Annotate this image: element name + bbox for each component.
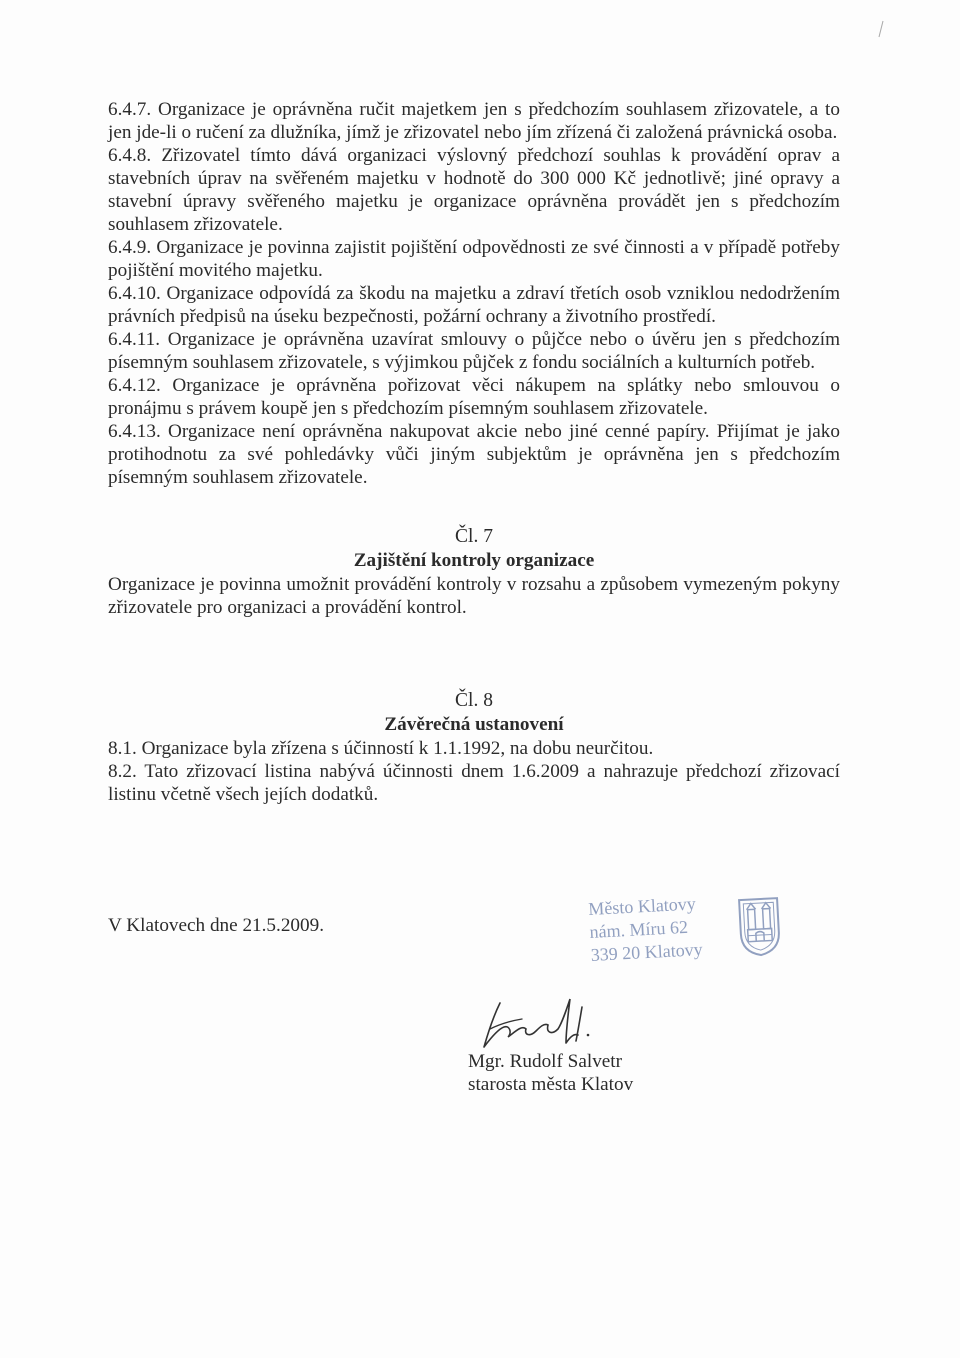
section-8-number: Čl. 8 [455,690,493,711]
stamp-line-1: Město Klatovy [587,893,697,920]
section-7-text: Organizace je povinna umožnit provádění kontroly v rozsahu a způsobem vymezeným pokyny zřizovatele pro organizaci a provádění kontrol. [108,574,840,618]
paragraph-6-4-9: 6.4.9. Organizace je povinna zajistit pojištění odpovědnosti ze své činnosti a v případě potřeby pojištění movitého majetku. [108,237,840,281]
signatory-block [468,1050,633,1096]
document-body [108,98,840,806]
signatory-title: starosta města Klatov [468,1074,634,1095]
paragraph-6-4-8: 6.4.8. Zřizovatel tímto dává organizaci výslovný předchozí souhlas k provádění oprav a stavebních úprav na svěřeném majetku v hodnotě do 300 000 Kč jednotlivě; jiné opravy a stavební úpravy svěřeného majetku je organizace oprávněna provádět jen s předchozím souhlasem zřizovatele. [108,145,840,235]
handwritten-signature [470,985,630,1060]
stamp-line-2: nám. Míru 62 [589,916,689,942]
paragraph-6-4-12: 6.4.12. Organizace je oprávněna pořizovat věci nákupem na splátky nebo smlouvou o pronájmu s právem koupě jen s předchozím písemným souhlasem zřizovatele. [108,375,840,419]
section-8-item-2: 8.2. Tato zřizovací listina nabývá účinnosti dnem 1.6.2009 a nahrazuje předchozí zřizovací listinu včetně všech jejích dodatků. [108,761,840,805]
scan-mark [878,20,884,38]
signatory-name: Mgr. Rudolf Salvetr [468,1051,623,1072]
section-8-title: Závěrečná ustanovení [384,714,564,735]
paragraph-6-4-10: 6.4.10. Organizace odpovídá za škodu na majetku a zdraví třetích osob vzniklou nedodržením právních předpisů na úseku bezpečnosti, požární ochrany a životního prostředí. [108,283,840,327]
paragraph-6-4-7: 6.4.7. Organizace je oprávněna ručit majetkem jen s předchozím souhlasem zřizovatele, a to jen jde-li o ručení za dlužníka, jímž je zřizovatel nebo jím zřízená či založená právnická osoba. [108,99,840,143]
section-7-number: Čl. 7 [455,526,493,547]
section-7-title: Zajištění kontroly organizace [353,550,595,571]
section-8 [108,689,840,806]
place-and-date: V Klatovech dne 21.5.2009. [108,915,324,936]
section-7 [108,525,840,619]
stamp-line-3: 339 20 Klatovy [590,939,704,965]
coat-of-arms-icon [736,894,783,958]
section-8-item-1: 8.1. Organizace byla zřízena s účinností k 1.1.1992, na dobu neurčitou. [108,738,654,759]
official-stamp [588,888,782,988]
paragraph-6-4-13: 6.4.13. Organizace není oprávněna nakupovat akcie nebo jiné cenné papíry. Přijímat je jako protihodnotu za své pohledávky vůči jiným subjektům je oprávněna jen s předchozím písemným souhlasem zřizovatele. [108,421,840,488]
paragraph-6-4-11: 6.4.11. Organizace je oprávněna uzavírat smlouvy o půjčce nebo o úvěru jen s předchozím písemným souhlasem zřizovatele, s výjimkou půjček z fondu sociálních a kulturních potřeb. [108,329,840,373]
